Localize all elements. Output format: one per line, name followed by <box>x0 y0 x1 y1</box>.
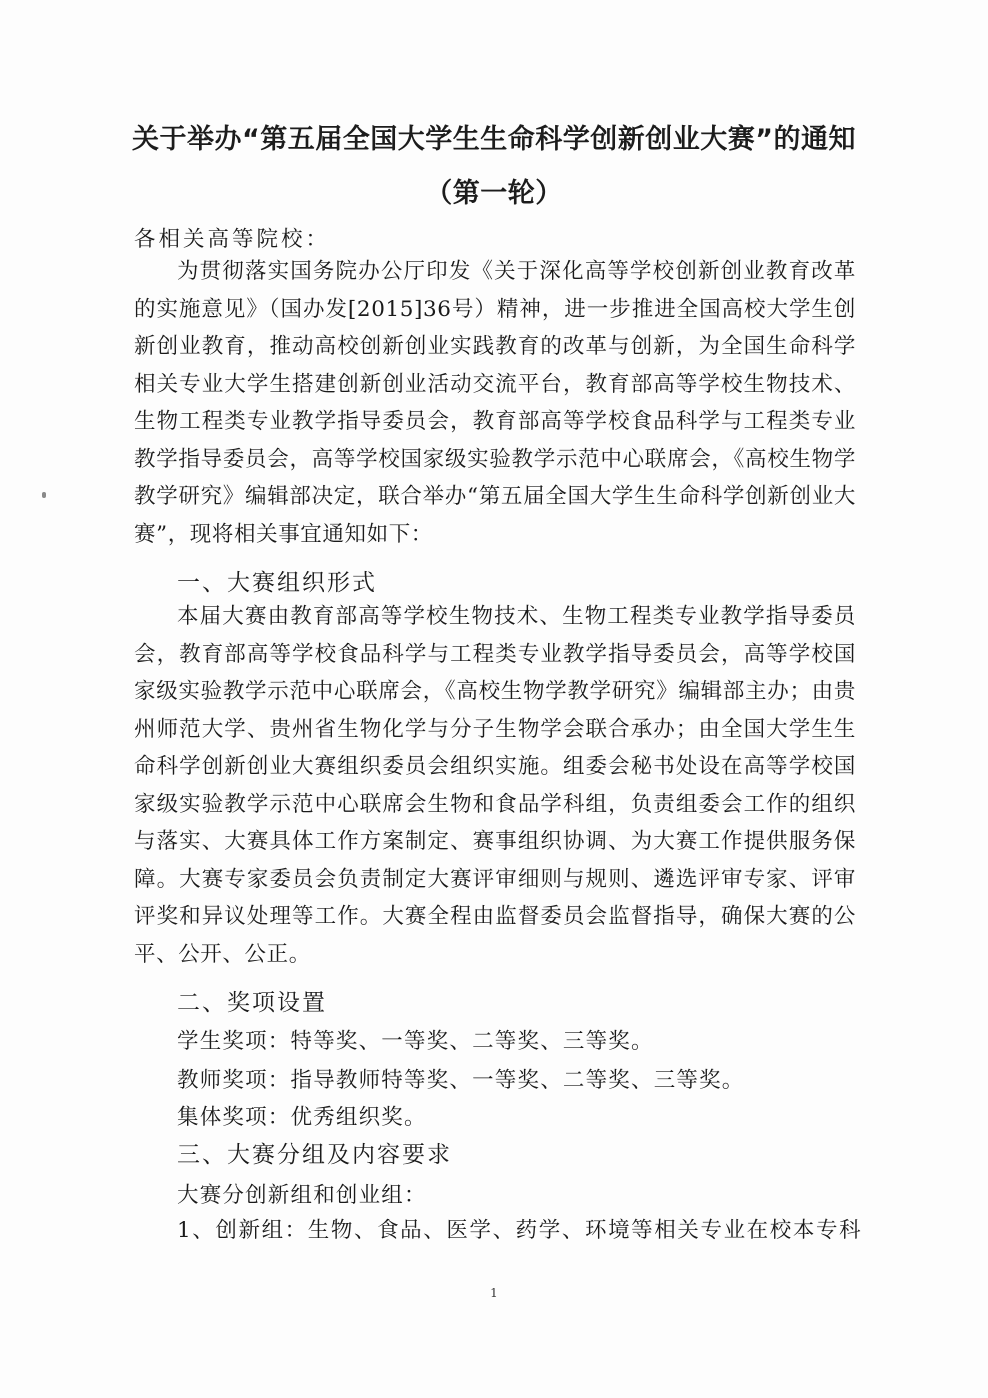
section-heading-organization: 一、大赛组织形式 <box>177 570 377 596</box>
section-heading-awards: 二、奖项设置 <box>177 990 327 1016</box>
innovation-group-line: 1、创新组：生物、食品、医学、药学、环境等相关专业在校本专科 <box>177 1218 863 1243</box>
organization-paragraph: 本届大赛由教育部高等学校生物技术、生物工程类专业教学指导委员会，教育部高等学校食品科学与工程类专业教学指导委员会，高等学校国家级实验教学示范中心联席会，《高校生物学教学研究》编辑部主办；由贵州师范大学、贵州省生物化学与分子生物学会联合承办；由全国大学生生命科学创新创业大赛组织委员会组织实施。组委会秘书处设在高等学校国家级实验教学示范中心联席会生物和食品学科组，负责组委会工作的组织与落实、大赛具体工作方案制定、赛事组织协调、为大赛工作提供服务保障。大赛专家委员会负责制定大赛评审细则与规则、遴选评审专家、评审评奖和异议处理等工作。大赛全程由监督委员会监督指导，确保大赛的公平、公开、公正。 <box>134 604 856 967</box>
document-subtitle: （第一轮） <box>425 178 563 209</box>
scan-speck <box>42 492 46 498</box>
collective-awards-line: 集体奖项：优秀组织奖。 <box>177 1105 427 1130</box>
document-title: 关于举办“第五届全国大学生生命科学创新创业大赛”的通知 <box>132 124 856 155</box>
salutation: 各相关高等院校： <box>134 227 331 252</box>
groups-intro-line: 大赛分创新组和创业组： <box>177 1183 427 1208</box>
section-heading-groups: 三、大赛分组及内容要求 <box>177 1142 452 1168</box>
student-awards-line: 学生奖项：特等奖、一等奖、二等奖、三等奖。 <box>177 1029 654 1054</box>
intro-paragraph: 为贯彻落实国务院办公厅印发《关于深化高等学校创新创业教育改革的实施意见》（国办发[2015]36号）精神，进一步推进全国高校大学生创新创业教育，推动高校创新创业实践教育的改革与创新，为全国生命科学相关专业大学生搭建创新创业活动交流平台，教育部高等学校生物技术、生物工程类专业教学指导委员会，教育部高等学校食品科学与工程类专业教学指导委员会，高等学校国家级实验教学示范中心联席会，《高校生物学教学研究》编辑部决定，联合举办“第五届全国大学生生命科学创新创业大赛”，现将相关事宜通知如下： <box>134 259 856 547</box>
page-number: 1 <box>490 1286 498 1300</box>
teacher-awards-line: 教师奖项：指导教师特等奖、一等奖、二等奖、三等奖。 <box>177 1068 745 1093</box>
